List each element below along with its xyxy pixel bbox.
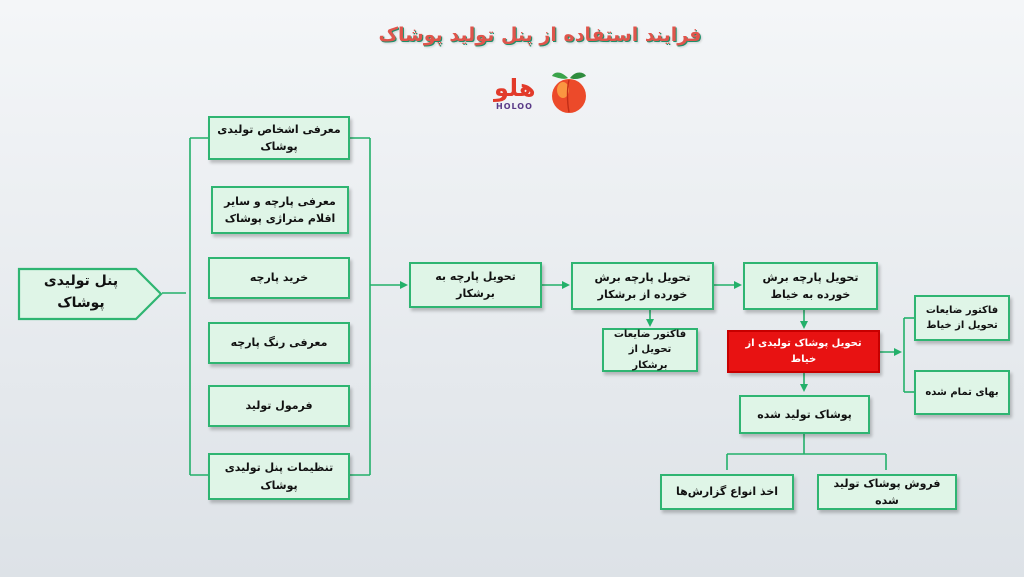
node-produced-label: پوشاک تولید شده: [757, 407, 852, 421]
node-formula: [208, 385, 350, 427]
node-buy-fabric: [208, 257, 350, 299]
node-people: [208, 116, 350, 160]
node-sell-label: فروش پوشاک تولید شده: [833, 476, 941, 507]
node-formula-label: فرمول تولید: [245, 399, 313, 413]
logo-text: هلو: [494, 74, 536, 102]
node-finished-cost-label: بهای تمام شده: [925, 386, 999, 398]
node-settings: [208, 453, 350, 500]
node-fabric-items-label: معرفی پارچه و سایر اقلام متراژی پوشاک: [224, 194, 336, 225]
node-deliver-tailor: [743, 262, 878, 310]
node-waste-cutter: [602, 328, 698, 372]
node-produced: [739, 395, 870, 434]
node-waste-cutter-label: فاکتور ضایعات تحویل از برشکار: [613, 328, 687, 371]
node-deliver-cutter-label: تحویل پارچه به برشکار: [435, 269, 516, 300]
node-deliver-cutter: [409, 262, 542, 308]
node-settings-label: تنظیمات پنل تولیدی پوشاک: [224, 461, 334, 492]
node-deliver-produced-label: تحویل پوشاک تولیدی از خیاط: [745, 338, 862, 365]
panel-node: [22, 268, 140, 318]
node-waste-tailor-label: فاکتور ضایعات تحویل از خیاط: [925, 304, 999, 331]
node-sell: [817, 474, 957, 510]
logo-subtext: HOLOO: [496, 102, 533, 111]
node-people-label: معرفی اشخاص تولیدی پوشاک: [217, 122, 341, 153]
node-fabric-color: [208, 322, 350, 364]
node-waste-tailor: [914, 295, 1010, 341]
node-fabric-color-label: معرفی رنگ پارچه: [230, 336, 328, 350]
node-reports: [660, 474, 794, 510]
node-deliver-cut-label: تحویل پارچه برش خورده از برشکار: [594, 270, 691, 301]
node-reports-label: اخذ انواع گزارش‌ها: [675, 485, 779, 499]
node-buy-fabric-label: خرید پارچه: [249, 271, 309, 285]
panel-label: پنل تولیدی پوشاک: [43, 273, 119, 311]
node-deliver-produced: [727, 330, 880, 373]
node-deliver-tailor-label: تحویل پارچه برش خورده به خیاط: [762, 270, 859, 301]
node-finished-cost: [914, 370, 1010, 415]
node-deliver-cut: [571, 262, 714, 310]
node-fabric-items: [211, 186, 349, 234]
diagram-title: فرایند استفاده از پنل تولید پوشاک: [378, 24, 702, 46]
